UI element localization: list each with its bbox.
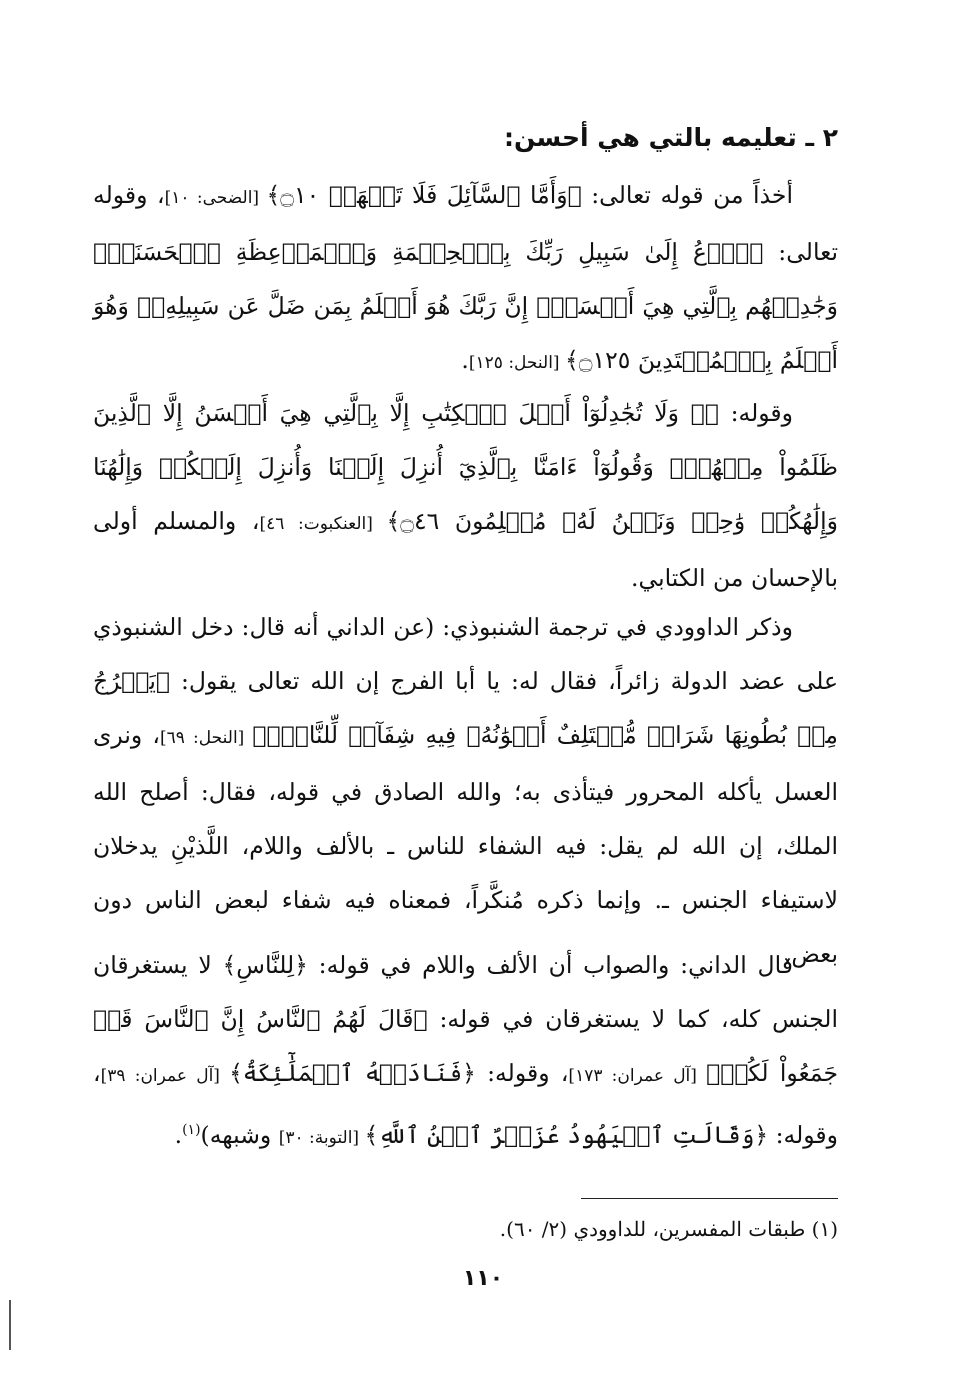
paragraph-3: [93, 600, 838, 981]
body-text: ، ونرى العسل يأكله المحرور فيتأذى به؛ والله الصادق في قوله، فقال: أصلح الله الملك، إن الله لم يقل: فيه الشفاء للناس ـ بالألف واللام، اللَّذيْنِ يدخلان لاستيفاء الجنس ـ. وإنما ذكره مُنكَّراً، فمعناه فيه شفاء لبعض الناس دون بعض.: [93, 721, 838, 968]
quran-verse: ﴿وَقَالَتِ ٱلۡيَهُودُ عُزَيۡرٌ ٱبۡنُ ٱللَّهِ﴾: [364, 1120, 769, 1149]
verse-reference: [آل عمران: ١٧٣]: [568, 1066, 707, 1086]
body-text: أخذاً من قوله تعالى:: [581, 181, 793, 209]
body-text: .: [174, 1120, 183, 1149]
body-text: ، والمسلم أولى بالإحسان من الكتابي.: [93, 507, 838, 592]
verse-reference: [التوبة: ٣٠]: [278, 1127, 365, 1148]
body-text: وذكر الداوودي في ترجمة الشنبوذي: (عن الداني أنه قال: دخل الشنبوذي على عضد الدولة زائراً، فقال له: يا أبا الفرج إن الله تعالى يقول:: [93, 613, 838, 695]
verse-reference: [آل عمران: ٣٩]: [100, 1066, 230, 1086]
body-text: .: [461, 346, 469, 374]
quran-verse: ﴿۞ وَلَا تُجَٰدِلُوٓاْ أَهۡلَ ٱلۡكِتَٰبِ إِلَّا بِٱلَّتِي هِيَ أَحۡسَنُ إِلَّا ٱلَّذِينَ ظَلَمُواْ مِنۡهُمۡۖ وَقُولُوٓاْ ءَامَنَّا بِٱلَّذِيٓ أُنزِلَ إِلَيۡنَا وَأُنزِلَ إِلَيۡكُمۡ وَإِلَٰهُنَا وَإِلَٰهُكُمۡ وَٰحِدٞ وَنَحۡنُ لَهُۥ مُسۡلِمُونَ ۝٤٦﴾: [93, 399, 838, 535]
body-text: ، وقوله:: [93, 1059, 838, 1149]
quran-verse: ﴿لِلنَّاسِ﴾: [222, 951, 308, 979]
body-text: قال الداني: والصواب أن الألف واللام في قوله:: [307, 951, 793, 979]
footnote-marker: (١): [182, 1122, 201, 1138]
verse-reference: [النحل: ٦٩]: [160, 728, 253, 748]
body-text: وقوله:: [718, 399, 794, 427]
section-heading: ٢ ـ تعليمه بالتي هي أحسن:: [504, 123, 838, 152]
quran-verse: ﴿وَأَمَّا ٱلسَّآئِلَ فَلَا تَنۡهَرۡ ۝١٠﴾: [266, 181, 582, 209]
quran-verse: ﴿قَالَ لَهُمُ ٱلنَّاسُ إِنَّ ٱلنَّاسَ قَدۡ جَمَعُواْ لَكُمۡ﴾: [93, 1005, 838, 1087]
page-number: ١١٠: [462, 1266, 504, 1291]
body-text: ، وقوله تعالى:: [93, 181, 838, 266]
paragraph-2: [93, 386, 838, 605]
body-text: وشبهه): [200, 1120, 279, 1149]
quran-verse: ﴿يَخۡرُجُ مِنۢ بُطُونِهَا شَرَابٞ مُّخۡتَلِفٌ أَلۡوَٰنُهُۥ فِيهِ شِفَآءٞ لِّلنَّاسِۚ﴾: [93, 667, 838, 749]
paragraph-1: [93, 168, 838, 390]
verse-reference: [الضحى: ١٠]: [164, 188, 267, 208]
scan-edge-mark: [9, 1300, 11, 1350]
verse-reference: [العنكبوت: ٤٦]: [259, 514, 387, 534]
footnote: (١) طبقات المفسرين، للداوودي (٢/ ٦٠).: [499, 1217, 838, 1241]
footnote-divider: [581, 1198, 838, 1199]
body-text: لا يستغرقان الجنس كله، كما لا يستغرقان في قوله:: [93, 951, 838, 1033]
body-text: ، وقوله:: [475, 1059, 569, 1087]
quran-verse: ﴿ٱدۡعُ إِلَىٰ سَبِيلِ رَبِّكَ بِٱلۡحِكۡمَةِ وَٱلۡمَوۡعِظَةِ ٱلۡحَسَنَةِۖ وَجَٰدِلۡهُم بِٱلَّتِي هِيَ أَحۡسَنُۚ إِنَّ رَبَّكَ هُوَ أَعۡلَمُ بِمَن ضَلَّ عَن سَبِيلِهِۦۖ وَهُوَ أَعۡلَمُ بِٱلۡمُهۡتَدِينَ ۝١٢٥﴾: [93, 238, 838, 374]
paragraph-4: [93, 938, 838, 1165]
quran-verse: ﴿فَنَادَتۡهُ ٱلۡمَلَٰٓئِكَةُ﴾: [229, 1059, 476, 1087]
verse-reference: [النحل: ١٢٥]: [468, 353, 565, 373]
